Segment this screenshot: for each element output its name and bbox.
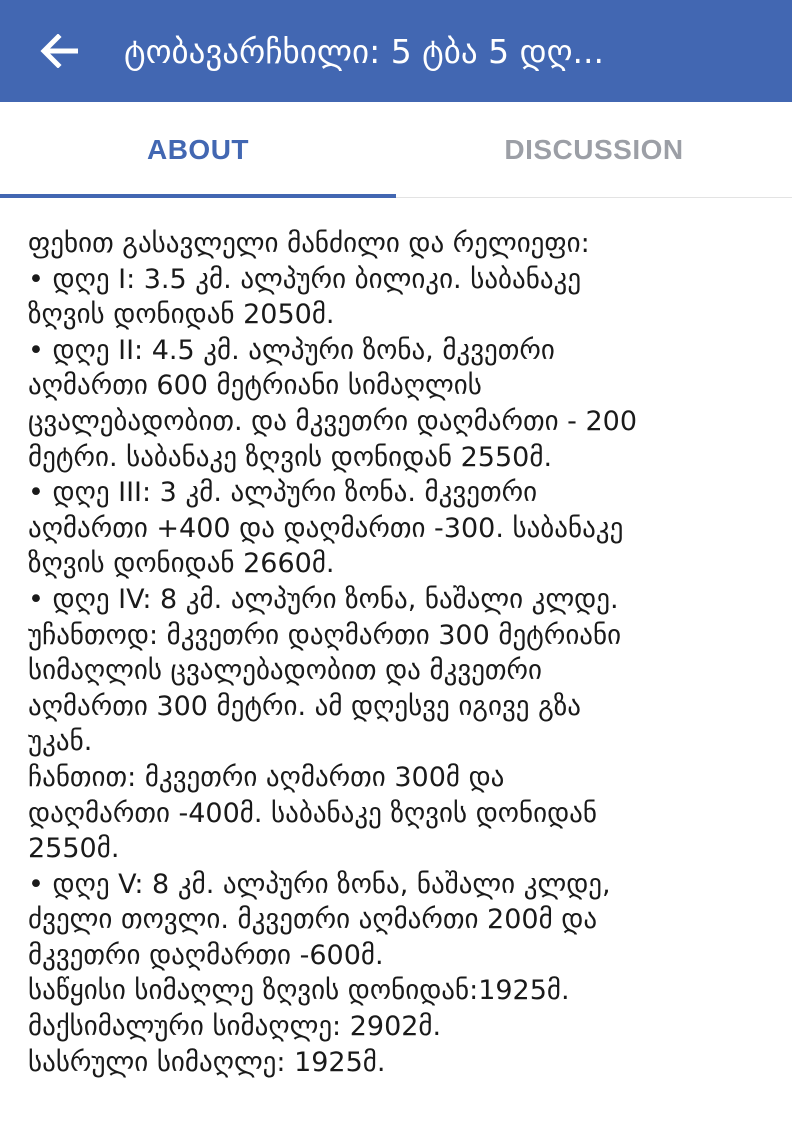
description-line: მკვეთრი დაღმართი -600მ. bbox=[28, 939, 384, 971]
description-line: მეტრი. საბანაკე ზღვის დონიდან 2550მ. bbox=[28, 441, 553, 473]
description-line: აღმართი 300 მეტრი. ამ დღესვე იგივე გზა bbox=[28, 690, 581, 722]
app-bar bbox=[0, 0, 792, 102]
description-line: ზღვის დონიდან 2050მ. bbox=[28, 299, 335, 331]
description-line: უჩანთოდ: მკვეთრი დაღმართი 300 მეტრიანი bbox=[28, 619, 622, 651]
description-line: ზღვის დონიდან 2660მ. bbox=[28, 548, 335, 580]
description-text bbox=[28, 226, 773, 1080]
tab-discussion[interactable]: DISCUSSION bbox=[504, 133, 684, 165]
description-line: • დღე II: 4.5 კმ. ალპური ზონა, მკვეთრი bbox=[28, 334, 555, 366]
description-line: • დღე V: 8 კმ. ალპური ზონა, ნაშალი კლდე, bbox=[28, 868, 611, 900]
description-line: 2550მ. bbox=[28, 833, 120, 865]
description-line: უკან. bbox=[28, 726, 93, 758]
description-line: • დღე IV: 8 კმ. ალპური ზონა, ნაშალი კლდე. bbox=[28, 583, 619, 615]
description-line: ძველი თოვლი. მკვეთრი აღმართი 200მ და bbox=[28, 904, 598, 936]
description-line: საწყისი სიმაღლე ზღვის დონიდან:1925მ. bbox=[28, 975, 570, 1007]
description-line: აღმართი +400 და დაღმართი -300. საბანაკე bbox=[28, 512, 624, 544]
arrow-left-icon bbox=[40, 34, 80, 68]
page-title: ტობავარჩხილი: 5 ტბა 5 დღ... bbox=[124, 31, 604, 71]
description-line: ფეხით გასავლელი მანძილი და რელიეფი: bbox=[28, 228, 590, 259]
description-line: მაქსიმალური სიმაღლე: 2902მ. bbox=[28, 1011, 442, 1043]
description-line: სიმაღლის ცვალებადობით და მკვეთრი bbox=[28, 655, 543, 687]
description-line: სასრული სიმაღლე: 1925მ. bbox=[28, 1046, 386, 1078]
description-line: აღმართი 600 მეტრიანი სიმაღლის bbox=[28, 370, 482, 402]
description-line: • დღე III: 3 კმ. ალპური ზონა. მკვეთრი bbox=[28, 477, 538, 509]
back-button[interactable] bbox=[0, 0, 120, 102]
description-line: • დღე I: 3.5 კმ. ალპური ბილიკი. საბანაკე bbox=[28, 263, 582, 295]
description-line: ცვალებადობით. და მკვეთრი დაღმართი - 200 bbox=[28, 405, 638, 437]
description-line: ჩანთით: მკვეთრი აღმართი 300მ და bbox=[28, 761, 505, 793]
tab-bar bbox=[0, 102, 792, 198]
tab-about[interactable]: ABOUT bbox=[0, 102, 396, 197]
description-line: დაღმართი -400მ. საბანაკე ზღვის დონიდან bbox=[28, 797, 597, 829]
